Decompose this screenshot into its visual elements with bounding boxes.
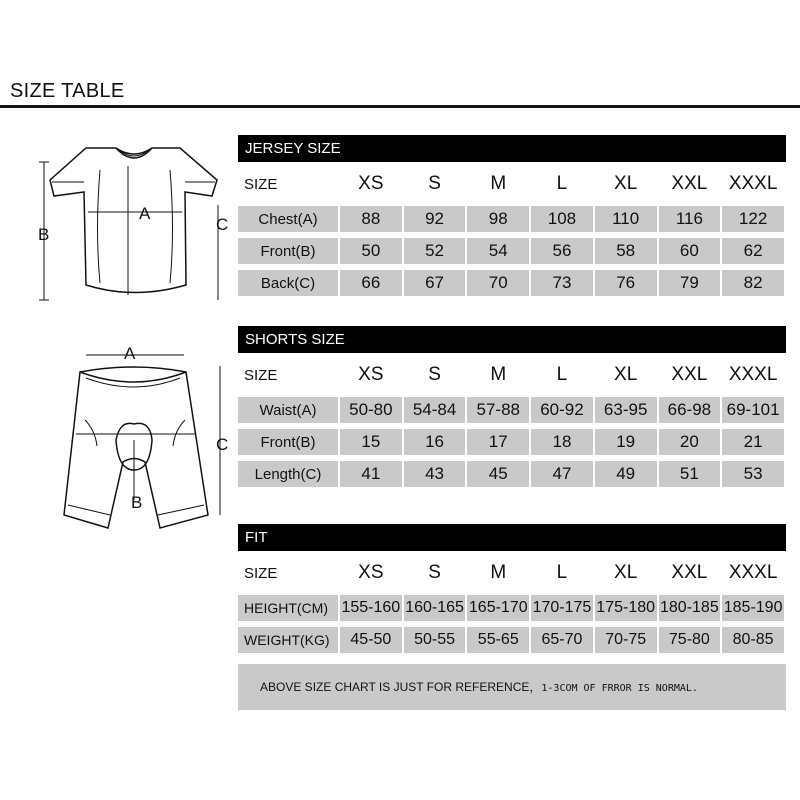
jersey-diagram: [39, 148, 218, 300]
size-cell: XXXL: [722, 551, 784, 595]
table-cell: 180-185: [659, 595, 721, 627]
table-cell: 98: [467, 206, 529, 238]
size-cell: M: [467, 551, 529, 595]
table-cell: 170-175: [531, 595, 593, 627]
size-label: SIZE: [238, 162, 338, 206]
size-cell: L: [531, 551, 593, 595]
table-cell: 122: [722, 206, 784, 238]
row-label: Length(C): [238, 461, 338, 493]
table-row: [238, 270, 784, 302]
table-cell: 175-180: [595, 595, 657, 627]
table-cell: 60: [659, 238, 721, 270]
table-cell: 56: [531, 238, 593, 270]
size-label: SIZE: [238, 353, 338, 397]
table-cell: 82: [722, 270, 784, 302]
jersey-label-a: A: [139, 204, 151, 223]
size-cell: XXXL: [722, 353, 784, 397]
table-cell: 76: [595, 270, 657, 302]
size-cell: XL: [595, 353, 657, 397]
table-cell: 67: [404, 270, 466, 302]
size-cell: L: [531, 353, 593, 397]
table-cell: 75-80: [659, 627, 721, 659]
table-cell: 49: [595, 461, 657, 493]
row-label: HEIGHT(CM): [238, 595, 338, 627]
table-cell: 185-190: [722, 595, 784, 627]
size-cell: M: [467, 162, 529, 206]
table-cell: 79: [659, 270, 721, 302]
table-row: [238, 397, 784, 429]
size-label: SIZE: [238, 551, 338, 595]
table-row: [238, 238, 784, 270]
reference-note: [238, 664, 786, 710]
row-label: WEIGHT(KG): [238, 627, 338, 659]
table-cell: 57-88: [467, 397, 529, 429]
row-label: Front(B): [238, 238, 338, 270]
table-cell: 45: [467, 461, 529, 493]
table-cell: 80-85: [722, 627, 784, 659]
table-cell: 50-80: [340, 397, 402, 429]
table-cell: 41: [340, 461, 402, 493]
table-cell: 51: [659, 461, 721, 493]
table-cell: 18: [531, 429, 593, 461]
size-cell: XL: [595, 551, 657, 595]
table-cell: 110: [595, 206, 657, 238]
size-cell: XXL: [659, 162, 721, 206]
table-cell: 50: [340, 238, 402, 270]
size-cell: XXXL: [722, 162, 784, 206]
jersey-table: [236, 162, 786, 302]
table-cell: 50-55: [404, 627, 466, 659]
page-title: SIZE TABLE: [10, 80, 125, 102]
table-cell: 155-160: [340, 595, 402, 627]
size-cell: S: [404, 162, 466, 206]
table-row: [238, 595, 784, 627]
table-row: [238, 429, 784, 461]
table-cell: 21: [722, 429, 784, 461]
size-row: [238, 551, 784, 595]
row-label: Front(B): [238, 429, 338, 461]
jersey-header: JERSEY SIZE: [238, 135, 786, 162]
row-label: Chest(A): [238, 206, 338, 238]
size-cell: L: [531, 162, 593, 206]
table-cell: 43: [404, 461, 466, 493]
table-cell: 17: [467, 429, 529, 461]
table-row: [238, 206, 784, 238]
row-label: Waist(A): [238, 397, 338, 429]
table-cell: 88: [340, 206, 402, 238]
table-cell: 108: [531, 206, 593, 238]
size-row: [238, 162, 784, 206]
shorts-section: [238, 326, 786, 493]
table-cell: 52: [404, 238, 466, 270]
table-cell: 47: [531, 461, 593, 493]
size-cell: XXL: [659, 353, 721, 397]
size-cell: XS: [340, 353, 402, 397]
size-cell: S: [404, 353, 466, 397]
shorts-label-a: A: [124, 344, 136, 363]
table-cell: 19: [595, 429, 657, 461]
table-cell: 69-101: [722, 397, 784, 429]
size-cell: XS: [340, 162, 402, 206]
table-cell: 54-84: [404, 397, 466, 429]
table-cell: 62: [722, 238, 784, 270]
table-cell: 53: [722, 461, 784, 493]
table-cell: 92: [404, 206, 466, 238]
jersey-label-c: C: [216, 215, 229, 234]
table-cell: 45-50: [340, 627, 402, 659]
size-cell: S: [404, 551, 466, 595]
table-cell: 66: [340, 270, 402, 302]
size-cell: XL: [595, 162, 657, 206]
row-label: Back(C): [238, 270, 338, 302]
table-row: [238, 461, 784, 493]
shorts-header: SHORTS SIZE: [238, 326, 786, 353]
table-cell: 63-95: [595, 397, 657, 429]
garment-diagrams: [0, 0, 240, 540]
table-cell: 54: [467, 238, 529, 270]
shorts-table: [236, 353, 786, 493]
jersey-label-b: B: [38, 225, 50, 244]
size-cell: XXL: [659, 551, 721, 595]
table-cell: 160-165: [404, 595, 466, 627]
fit-section: [238, 524, 786, 659]
table-cell: 58: [595, 238, 657, 270]
table-cell: 65-70: [531, 627, 593, 659]
jersey-section: [238, 135, 786, 302]
fit-table: [236, 551, 786, 659]
table-cell: 66-98: [659, 397, 721, 429]
table-cell: 60-92: [531, 397, 593, 429]
table-cell: 15: [340, 429, 402, 461]
shorts-label-b: B: [131, 493, 143, 512]
table-cell: 70: [467, 270, 529, 302]
size-row: [238, 353, 784, 397]
table-cell: 20: [659, 429, 721, 461]
shorts-label-c: C: [216, 435, 229, 454]
size-cell: XS: [340, 551, 402, 595]
table-cell: 16: [404, 429, 466, 461]
fit-header: FIT: [238, 524, 786, 551]
table-row: [238, 627, 784, 659]
note-tail-text: 1-3COM OF FRROR IS NORMAL.: [541, 683, 698, 694]
table-cell: 70-75: [595, 627, 657, 659]
table-cell: 55-65: [467, 627, 529, 659]
note-main-text: ABOVE SIZE CHART IS JUST FOR REFERENCE，: [260, 680, 542, 694]
table-cell: 116: [659, 206, 721, 238]
table-cell: 165-170: [467, 595, 529, 627]
table-cell: 73: [531, 270, 593, 302]
size-cell: M: [467, 353, 529, 397]
